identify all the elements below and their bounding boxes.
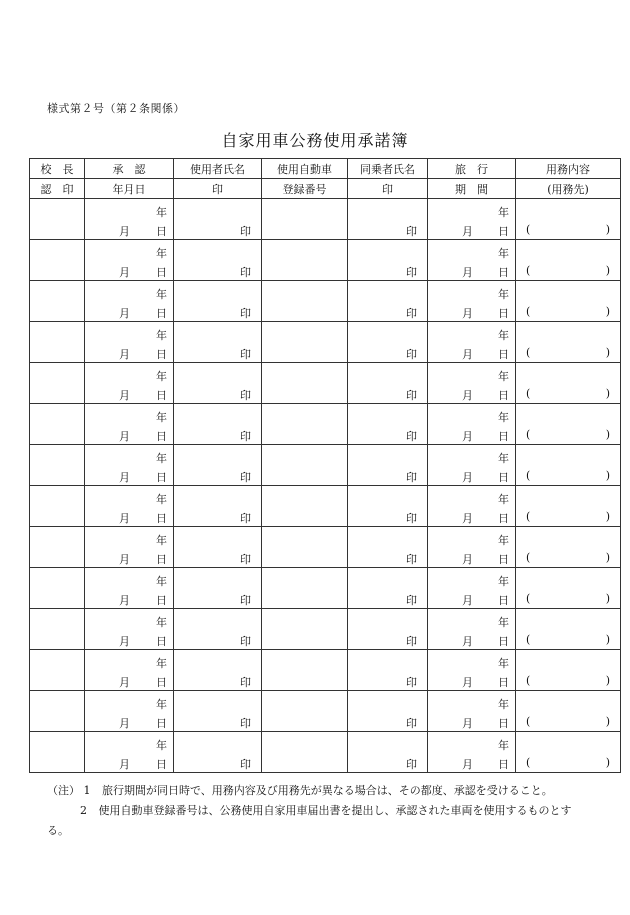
seal-label: 印 [406, 758, 417, 771]
year-label: 年 [498, 452, 509, 465]
header-business: 用務内容 [516, 159, 621, 179]
day-label: 日 [498, 348, 509, 361]
year-label: 年 [156, 370, 167, 383]
note-item-1 [47, 781, 587, 801]
principal-seal-cell[interactable] [30, 568, 85, 609]
year-label: 年 [156, 657, 167, 670]
paren-close: ) [605, 633, 610, 646]
passenger-name-cell[interactable] [348, 527, 428, 568]
note-2-tail: る。 [47, 824, 69, 837]
passenger-name-cell[interactable] [348, 322, 428, 363]
day-label: 日 [156, 635, 167, 648]
passenger-name-cell[interactable] [348, 486, 428, 527]
year-label: 年 [498, 698, 509, 711]
header-user-name: 使用者氏名 [174, 159, 262, 179]
day-label: 日 [498, 717, 509, 730]
year-label: 年 [156, 534, 167, 547]
day-label: 日 [498, 553, 509, 566]
vehicle-number-cell[interactable] [262, 691, 348, 732]
month-label: 月 [462, 307, 473, 320]
paren-close: ) [605, 387, 610, 400]
paren-open: ( [526, 510, 531, 523]
table-row [30, 404, 621, 445]
ledger-body [30, 199, 621, 773]
day-label: 日 [498, 676, 509, 689]
seal-label: 印 [406, 225, 417, 238]
principal-seal-cell[interactable] [30, 527, 85, 568]
year-label: 年 [156, 739, 167, 752]
month-label: 月 [462, 512, 473, 525]
principal-seal-cell[interactable] [30, 486, 85, 527]
paren-open: ( [526, 305, 531, 318]
business-cell[interactable] [516, 609, 621, 650]
travel-period-cell[interactable] [428, 527, 516, 568]
day-label: 日 [156, 594, 167, 607]
seal-label: 印 [240, 758, 251, 771]
day-label: 日 [156, 717, 167, 730]
day-label: 日 [498, 471, 509, 484]
vehicle-number-cell[interactable] [262, 404, 348, 445]
paren-open: ( [526, 387, 531, 400]
month-label: 月 [119, 430, 130, 443]
principal-seal-cell[interactable] [30, 609, 85, 650]
month-label: 月 [462, 553, 473, 566]
year-label: 年 [498, 288, 509, 301]
travel-period-cell[interactable] [428, 732, 516, 773]
day-label: 日 [498, 225, 509, 238]
principal-seal-cell[interactable] [30, 281, 85, 322]
note-item-2 [80, 801, 587, 821]
paren-close: ) [605, 756, 610, 769]
month-label: 月 [119, 635, 130, 648]
day-label: 日 [156, 389, 167, 402]
header-business-2: (用務先) [516, 179, 621, 199]
paren-close: ) [605, 510, 610, 523]
day-label: 日 [498, 512, 509, 525]
day-label: 日 [156, 471, 167, 484]
year-label: 年 [156, 411, 167, 424]
year-label: 年 [498, 247, 509, 260]
month-label: 月 [462, 225, 473, 238]
principal-seal-cell[interactable] [30, 691, 85, 732]
seal-label: 印 [240, 307, 251, 320]
user-name-cell[interactable] [174, 609, 262, 650]
approval-ledger-table [29, 158, 621, 773]
page-title: 自家用車公務使用承諾簿 [221, 131, 409, 150]
travel-period-cell[interactable] [428, 650, 516, 691]
vehicle-number-cell[interactable] [262, 527, 348, 568]
principal-seal-cell[interactable] [30, 240, 85, 281]
user-name-cell[interactable] [174, 199, 262, 240]
day-label: 日 [498, 266, 509, 279]
seal-label: 印 [406, 266, 417, 279]
month-label: 月 [119, 553, 130, 566]
month-label: 月 [462, 389, 473, 402]
year-label: 年 [156, 206, 167, 219]
table-row [30, 691, 621, 732]
principal-seal-cell[interactable] [30, 445, 85, 486]
passenger-name-cell[interactable] [348, 691, 428, 732]
seal-label: 印 [406, 635, 417, 648]
approval-date-cell[interactable] [85, 281, 174, 322]
approval-date-cell[interactable] [85, 650, 174, 691]
year-label: 年 [156, 329, 167, 342]
business-cell[interactable] [516, 363, 621, 404]
seal-label: 印 [406, 676, 417, 689]
table-row [30, 568, 621, 609]
table-row [30, 199, 621, 240]
header-principal-seal-2: 認 印 [30, 179, 85, 199]
passenger-name-cell[interactable] [348, 363, 428, 404]
seal-label: 印 [240, 594, 251, 607]
table-row [30, 281, 621, 322]
seal-label: 印 [406, 430, 417, 443]
month-label: 月 [119, 594, 130, 607]
vehicle-number-cell[interactable] [262, 732, 348, 773]
user-name-cell[interactable] [174, 445, 262, 486]
day-label: 日 [156, 758, 167, 771]
header-row-2 [30, 179, 621, 199]
year-label: 年 [498, 370, 509, 383]
day-label: 日 [498, 635, 509, 648]
paren-open: ( [526, 633, 531, 646]
seal-label: 印 [406, 389, 417, 402]
year-label: 年 [156, 575, 167, 588]
travel-period-cell[interactable] [428, 199, 516, 240]
seal-label: 印 [240, 471, 251, 484]
vehicle-number-cell[interactable] [262, 240, 348, 281]
business-cell[interactable] [516, 445, 621, 486]
seal-label: 印 [406, 717, 417, 730]
month-label: 月 [462, 430, 473, 443]
user-name-cell[interactable] [174, 732, 262, 773]
year-label: 年 [156, 493, 167, 506]
user-name-cell[interactable] [174, 568, 262, 609]
user-name-cell[interactable] [174, 404, 262, 445]
seal-label: 印 [240, 430, 251, 443]
month-label: 月 [462, 471, 473, 484]
header-passenger-name: 同乗者氏名 [348, 159, 428, 179]
year-label: 年 [498, 206, 509, 219]
paren-open: ( [526, 756, 531, 769]
table-row [30, 445, 621, 486]
passenger-name-cell[interactable] [348, 199, 428, 240]
user-name-cell[interactable] [174, 363, 262, 404]
note-2-text: 使用自動車登録番号は、公務使用自家用車届出書を提出し、承認された車両を使用するものとす [98, 804, 572, 817]
vehicle-number-cell[interactable] [262, 281, 348, 322]
header-approval-date: 承 認 [85, 159, 174, 179]
paren-open: ( [526, 715, 531, 728]
table-row [30, 609, 621, 650]
paren-close: ) [605, 469, 610, 482]
business-cell[interactable] [516, 527, 621, 568]
month-label: 月 [462, 266, 473, 279]
year-label: 年 [156, 698, 167, 711]
user-name-cell[interactable] [174, 691, 262, 732]
month-label: 月 [119, 389, 130, 402]
vehicle-number-cell[interactable] [262, 199, 348, 240]
day-label: 日 [156, 307, 167, 320]
notes [47, 781, 587, 821]
principal-seal-cell[interactable] [30, 199, 85, 240]
year-label: 年 [498, 534, 509, 547]
table-row [30, 732, 621, 773]
day-label: 日 [498, 430, 509, 443]
seal-label: 印 [240, 717, 251, 730]
business-cell[interactable] [516, 691, 621, 732]
day-label: 日 [498, 389, 509, 402]
user-name-cell[interactable] [174, 486, 262, 527]
business-cell[interactable] [516, 732, 621, 773]
day-label: 日 [156, 512, 167, 525]
month-label: 月 [462, 348, 473, 361]
month-label: 月 [462, 758, 473, 771]
day-label: 日 [156, 266, 167, 279]
note-2-number: 2 [80, 804, 87, 817]
year-label: 年 [498, 616, 509, 629]
paren-open: ( [526, 592, 531, 605]
paren-open: ( [526, 264, 531, 277]
year-label: 年 [498, 739, 509, 752]
year-label: 年 [498, 411, 509, 424]
seal-label: 印 [406, 512, 417, 525]
business-cell[interactable] [516, 404, 621, 445]
approval-date-cell[interactable] [85, 691, 174, 732]
paren-open: ( [526, 551, 531, 564]
header-row-1 [30, 159, 621, 179]
approval-date-cell[interactable] [85, 609, 174, 650]
note-1-number: 1 [83, 784, 91, 797]
month-label: 月 [119, 266, 130, 279]
seal-label: 印 [240, 676, 251, 689]
year-label: 年 [498, 575, 509, 588]
day-label: 日 [498, 307, 509, 320]
user-name-cell[interactable] [174, 527, 262, 568]
header-principal-seal: 校 長 [30, 159, 85, 179]
day-label: 日 [156, 676, 167, 689]
vehicle-number-cell[interactable] [262, 486, 348, 527]
seal-label: 印 [240, 348, 251, 361]
paren-open: ( [526, 674, 531, 687]
approval-date-cell[interactable] [85, 240, 174, 281]
seal-label: 印 [406, 594, 417, 607]
header-vehicle-2: 登録番号 [262, 179, 348, 199]
principal-seal-cell[interactable] [30, 404, 85, 445]
passenger-name-cell[interactable] [348, 732, 428, 773]
header-approval-date-2: 年月日 [85, 179, 174, 199]
table-row [30, 650, 621, 691]
approval-date-cell[interactable] [85, 363, 174, 404]
travel-period-cell[interactable] [428, 691, 516, 732]
month-label: 月 [119, 307, 130, 320]
paren-close: ) [605, 674, 610, 687]
paren-close: ) [605, 715, 610, 728]
header-vehicle: 使用自動車 [262, 159, 348, 179]
vehicle-number-cell[interactable] [262, 650, 348, 691]
paren-close: ) [605, 428, 610, 441]
day-label: 日 [498, 758, 509, 771]
table-row [30, 363, 621, 404]
year-label: 年 [156, 452, 167, 465]
user-name-cell[interactable] [174, 240, 262, 281]
travel-period-cell[interactable] [428, 363, 516, 404]
principal-seal-cell[interactable] [30, 363, 85, 404]
approval-date-cell[interactable] [85, 486, 174, 527]
table-row [30, 322, 621, 363]
travel-period-cell[interactable] [428, 404, 516, 445]
year-label: 年 [498, 657, 509, 670]
passenger-name-cell[interactable] [348, 445, 428, 486]
paren-open: ( [526, 428, 531, 441]
seal-label: 印 [406, 307, 417, 320]
paren-close: ) [605, 346, 610, 359]
business-cell[interactable] [516, 650, 621, 691]
month-label: 月 [119, 758, 130, 771]
seal-label: 印 [240, 553, 251, 566]
month-label: 月 [119, 676, 130, 689]
year-label: 年 [156, 288, 167, 301]
day-label: 日 [156, 225, 167, 238]
principal-seal-cell[interactable] [30, 650, 85, 691]
vehicle-number-cell[interactable] [262, 609, 348, 650]
paren-close: ) [605, 264, 610, 277]
header-travel-2: 期 間 [428, 179, 516, 199]
travel-period-cell[interactable] [428, 240, 516, 281]
business-cell[interactable] [516, 568, 621, 609]
business-cell[interactable] [516, 486, 621, 527]
seal-label: 印 [240, 266, 251, 279]
table-row [30, 486, 621, 527]
paren-open: ( [526, 346, 531, 359]
month-label: 月 [462, 594, 473, 607]
month-label: 月 [119, 348, 130, 361]
approval-date-cell[interactable] [85, 445, 174, 486]
paren-open: ( [526, 469, 531, 482]
seal-label: 印 [406, 553, 417, 566]
month-label: 月 [119, 471, 130, 484]
form-number: 様式第２号（第２条関係） [47, 102, 185, 115]
approval-date-cell[interactable] [85, 322, 174, 363]
day-label: 日 [498, 594, 509, 607]
table-row [30, 240, 621, 281]
vehicle-number-cell[interactable] [262, 322, 348, 363]
approval-date-cell[interactable] [85, 568, 174, 609]
table-row [30, 527, 621, 568]
travel-period-cell[interactable] [428, 486, 516, 527]
vehicle-number-cell[interactable] [262, 363, 348, 404]
seal-label: 印 [406, 348, 417, 361]
day-label: 日 [156, 553, 167, 566]
paren-close: ) [605, 305, 610, 318]
seal-label: 印 [240, 512, 251, 525]
passenger-name-cell[interactable] [348, 609, 428, 650]
year-label: 年 [156, 616, 167, 629]
month-label: 月 [119, 717, 130, 730]
approval-date-cell[interactable] [85, 527, 174, 568]
header-user-name-2: 印 [174, 179, 262, 199]
seal-label: 印 [240, 635, 251, 648]
day-label: 日 [156, 430, 167, 443]
note-1-text: 旅行期間が同日時で、用務内容及び用務先が異なる場合は、その都度、承認を受けること。 [102, 784, 553, 797]
passenger-name-cell[interactable] [348, 281, 428, 322]
note-prefix: （注） [47, 784, 80, 797]
user-name-cell[interactable] [174, 281, 262, 322]
approval-date-cell[interactable] [85, 199, 174, 240]
paren-close: ) [605, 551, 610, 564]
approval-date-cell[interactable] [85, 404, 174, 445]
travel-period-cell[interactable] [428, 609, 516, 650]
seal-label: 印 [406, 471, 417, 484]
vehicle-number-cell[interactable] [262, 445, 348, 486]
principal-seal-cell[interactable] [30, 732, 85, 773]
year-label: 年 [498, 329, 509, 342]
passenger-name-cell[interactable] [348, 240, 428, 281]
passenger-name-cell[interactable] [348, 568, 428, 609]
approval-date-cell[interactable] [85, 732, 174, 773]
travel-period-cell[interactable] [428, 281, 516, 322]
principal-seal-cell[interactable] [30, 322, 85, 363]
month-label: 月 [462, 635, 473, 648]
user-name-cell[interactable] [174, 322, 262, 363]
passenger-name-cell[interactable] [348, 404, 428, 445]
business-cell[interactable] [516, 199, 621, 240]
travel-period-cell[interactable] [428, 568, 516, 609]
business-cell[interactable] [516, 240, 621, 281]
month-label: 月 [119, 512, 130, 525]
business-cell[interactable] [516, 322, 621, 363]
paren-close: ) [605, 592, 610, 605]
year-label: 年 [498, 493, 509, 506]
month-label: 月 [462, 717, 473, 730]
seal-label: 印 [240, 389, 251, 402]
year-label: 年 [156, 247, 167, 260]
header-travel: 旅 行 [428, 159, 516, 179]
travel-period-cell[interactable] [428, 322, 516, 363]
travel-period-cell[interactable] [428, 445, 516, 486]
passenger-name-cell[interactable] [348, 650, 428, 691]
paren-close: ) [605, 223, 610, 236]
business-cell[interactable] [516, 281, 621, 322]
month-label: 月 [462, 676, 473, 689]
day-label: 日 [156, 348, 167, 361]
header-passenger-name-2: 印 [348, 179, 428, 199]
month-label: 月 [119, 225, 130, 238]
user-name-cell[interactable] [174, 650, 262, 691]
paren-open: ( [526, 223, 531, 236]
vehicle-number-cell[interactable] [262, 568, 348, 609]
seal-label: 印 [240, 225, 251, 238]
